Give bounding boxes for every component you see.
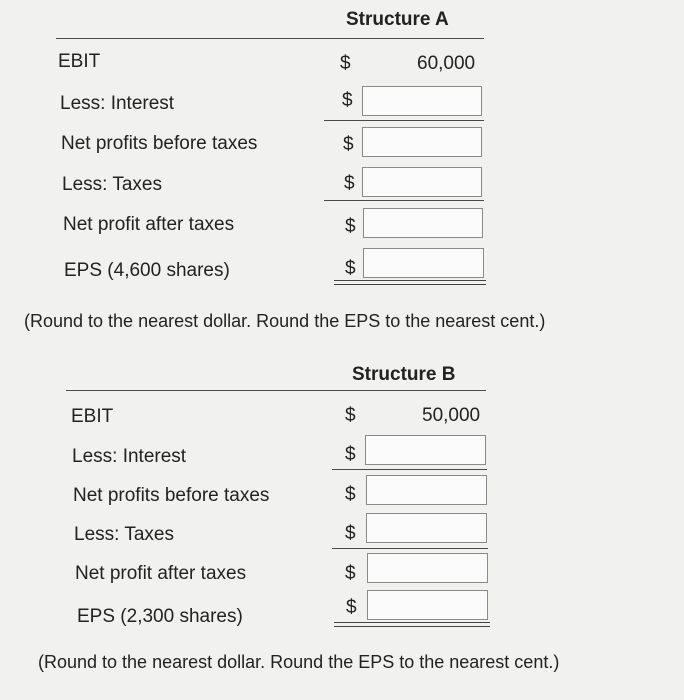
structure-a-taxes-label: Less: Taxes: [62, 174, 162, 195]
structure-a-npat-label: Net profit after taxes: [63, 214, 235, 235]
structure-a-interest-input[interactable]: [362, 86, 482, 116]
structure-b-eps-input[interactable]: [367, 590, 488, 620]
structure-a-eps-currency: $: [345, 258, 356, 279]
structure-b-interest-label: Less: Interest: [72, 446, 187, 467]
structure-b-taxes-currency: $: [345, 523, 356, 544]
structure-b-npat-currency: $: [345, 563, 356, 584]
structure-b-title: Structure B: [352, 364, 456, 385]
structure-a-npat-currency: $: [345, 216, 356, 237]
structure-b-subtotal-rule-1: [332, 469, 487, 470]
structure-a-rounding-note: (Round to the nearest dollar. Round the EPS to the nearest cent.): [24, 311, 546, 331]
structure-b-interest-currency: $: [345, 444, 356, 465]
structure-b-ebit-value: 50,000: [422, 405, 481, 426]
structure-a-interest-currency: $: [342, 90, 353, 111]
structure-b-npat-label: Net profit after taxes: [75, 563, 247, 584]
structure-a-title: Structure A: [346, 9, 449, 30]
structure-a-npbt-currency: $: [343, 134, 354, 155]
structure-a-subtotal-rule-1: [324, 120, 484, 121]
structure-b-npbt-input[interactable]: [366, 475, 487, 505]
structure-a-ebit-label: EBIT: [58, 51, 101, 72]
structure-a-ebit-value: 60,000: [417, 53, 476, 74]
structure-a-interest-label: Less: Interest: [60, 93, 175, 114]
structure-a-eps-label: EPS (4,600 shares): [64, 260, 230, 281]
structure-a-ebit-currency: $: [340, 53, 351, 74]
structure-a-npbt-label: Net profits before taxes: [61, 133, 258, 154]
structure-b-ebit-label: EBIT: [71, 406, 114, 427]
structure-b-taxes-label: Less: Taxes: [74, 524, 174, 545]
structure-b-npbt-label: Net profits before taxes: [73, 485, 270, 506]
structure-b-rounding-note: (Round to the nearest dollar. Round the EPS to the nearest cent.): [38, 652, 560, 672]
structure-a-taxes-currency: $: [344, 173, 355, 194]
structure-b-header-rule: [66, 390, 486, 391]
structure-a-total-double-rule: [334, 280, 486, 285]
structure-b-npbt-currency: $: [345, 484, 356, 505]
structure-a-taxes-input[interactable]: [362, 167, 482, 197]
structure-b-eps-currency: $: [346, 597, 357, 618]
structure-a-subtotal-rule-2: [324, 200, 484, 201]
structure-b-eps-label: EPS (2,300 shares): [77, 606, 243, 627]
structure-a-npbt-input[interactable]: [362, 127, 482, 157]
structure-b-npat-input[interactable]: [367, 553, 488, 583]
structure-b-taxes-input[interactable]: [366, 513, 487, 543]
structure-a-npat-input[interactable]: [363, 208, 483, 238]
structure-a-header-rule: [56, 38, 484, 39]
structure-b-ebit-currency: $: [345, 405, 356, 426]
structure-b-interest-input[interactable]: [365, 435, 486, 465]
structure-b-total-double-rule: [334, 622, 490, 627]
structure-a-eps-input[interactable]: [363, 248, 484, 278]
structure-b-subtotal-rule-2: [332, 548, 488, 549]
